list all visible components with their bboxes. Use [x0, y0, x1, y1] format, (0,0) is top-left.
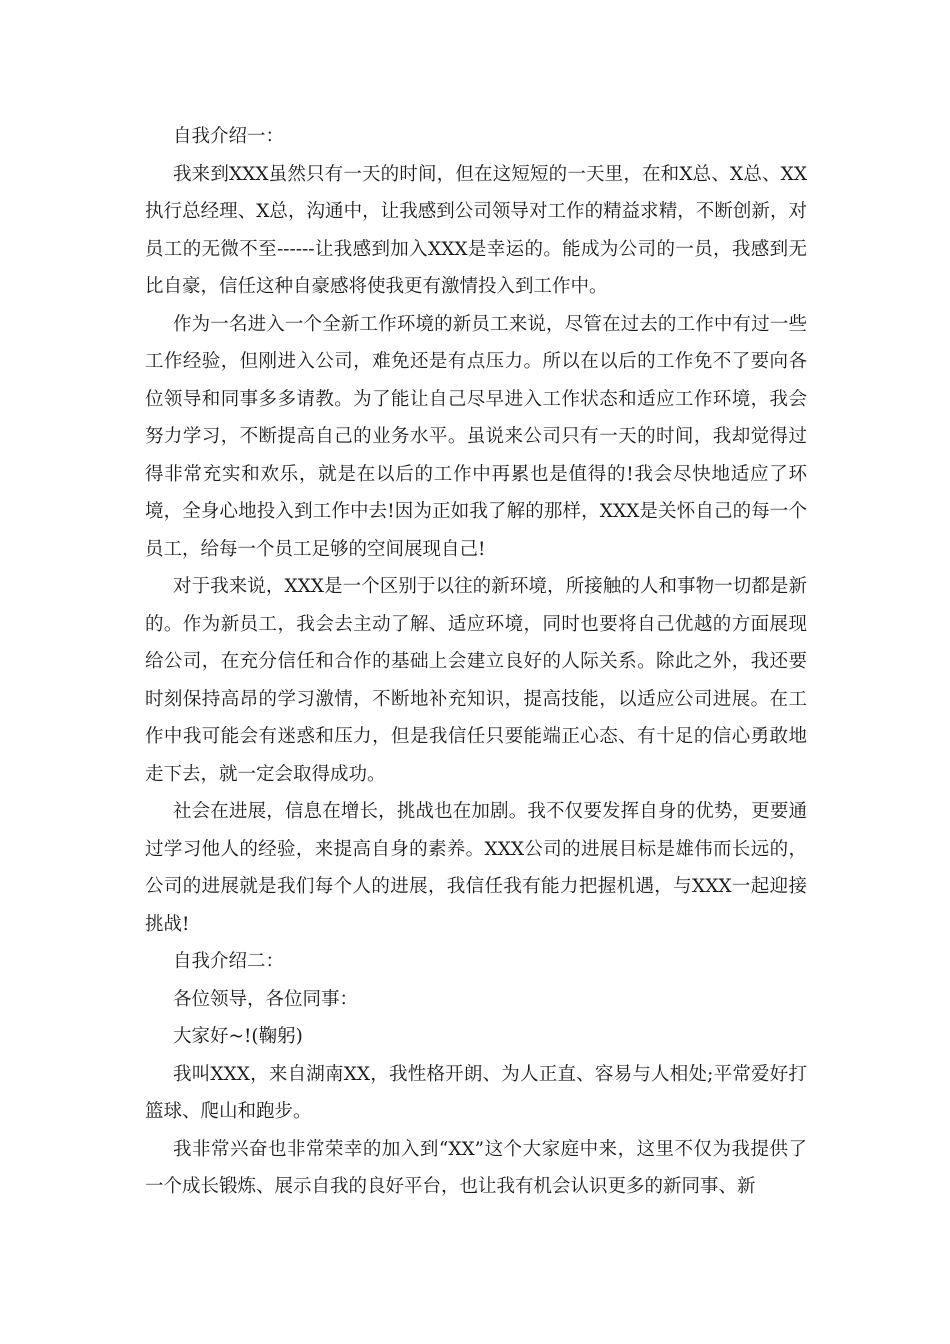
paragraph: 对于我来说，XXX是一个区别于以往的新环境，所接触的人和事物一切都是新的。作为新员工，我会去主动了解、适应环境，同时也要将自己优越的方面展现给公司，在充分信任和合作的基础上会建立良好的人际关系。除此之外，我还要时刻保持高昂的学习激情，不断地补充知识，提高技能，以适应公司进展。在工作中我可能会有迷惑和压力，但是我信任只要能端正心态、有十足的信心勇敢地走下去，就一定会取得成功。: [145, 576, 807, 785]
section-heading-2: 自我介绍二：: [173, 951, 285, 972]
paragraph: 我非常兴奋也非常荣幸的加入到“XX”这个大家庭中来，这里不仅为我提供了一个成长锻炼、展示自我的良好平台，也让我有机会认识更多的新同事、新: [145, 1138, 807, 1197]
paragraph: 作为一名进入一个全新工作环境的新员工来说，尽管在过去的工作中有过一些工作经验，但刚进入公司，难免还是有点压力。所以在以后的工作免不了要向各位领导和同事多多请教。为了能让自己尽早进入工作状态和适应工作环境，我会努力学习，不断提高自己的业务水平。虽说来公司只有一天的时间，我却觉得过得非常充实和欢乐，就是在以后的工作中再累也是值得的!我会尽快地适应了环境，全身心地投入到工作中去!因为正如我了解的那样，XXX是关怀自己的每一个员工，给每一个员工足够的空间展现自己!: [145, 313, 807, 560]
paragraph: 我叫XXX，来自湖南XX，我性格开朗、为人正直、容易与人相处;平常爱好打篮球、爬山和跑步。: [145, 1063, 807, 1122]
document-body: [145, 118, 807, 1206]
section-heading-1: 自我介绍一：: [173, 126, 285, 147]
paragraph: 我来到XXX虽然只有一天的时间，但在这短短的一天里，在和X总、X总、XX执行总经理、X总，沟通中，让我感到公司领导对工作的精益求精，不断创新，对员工的无微不至------让我感到加入XXX是幸运的。能成为公司的一员，我感到无比自豪，信任这种自豪感将使我更有激情投入到工作中。: [145, 163, 807, 297]
paragraph: 社会在进展，信息在增长，挑战也在加剧。我不仅要发挥自身的优势，更要通过学习他人的经验，来提高自身的素养。XXX公司的进展目标是雄伟而长远的，公司的进展就是我们每个人的进展，我信任我有能力把握机遇，与XXX一起迎接挑战!: [145, 801, 807, 935]
greeting: 大家好~!(鞠躬): [173, 1026, 303, 1047]
salutation: 各位领导，各位同事：: [173, 988, 359, 1010]
